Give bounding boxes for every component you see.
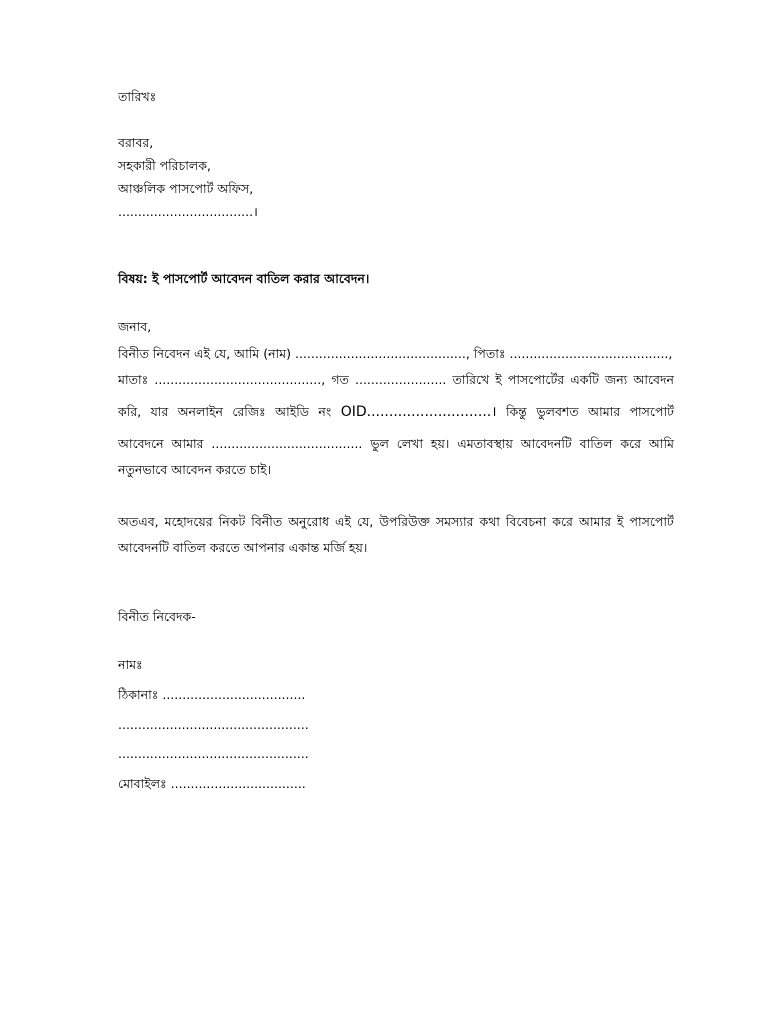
- oid-blank-field: OID............................।: [340, 404, 497, 420]
- body-paragraph-1-line-3: [118, 403, 674, 421]
- recipient-line-3: আঞ্চলিক পাসপোর্ট অফিস,: [118, 181, 254, 196]
- body-word: হয়।: [430, 436, 450, 451]
- body-word: আবেদনে: [118, 436, 164, 451]
- body-word: নিকট: [218, 514, 246, 529]
- recipient-line-2: সহকারী পরিচালক,: [118, 158, 211, 173]
- salutation: জনাব,: [118, 319, 152, 334]
- signature-address-line-2: ................................................: [118, 717, 309, 732]
- recipient-line-4: ..................................।: [118, 204, 258, 219]
- body-word: বিনীত নিবেদন এই যে, আমি (নাম) ..........................................., পিতাঃ ........................................,: [118, 346, 673, 361]
- body-word: অতএব,: [118, 514, 159, 529]
- body-word: কথা: [479, 514, 500, 529]
- body-paragraph-1-line-2: [118, 371, 674, 389]
- body-word: ই: [495, 372, 502, 387]
- body-word: করে: [552, 514, 573, 529]
- body-word: যে,: [357, 514, 374, 529]
- body-word: মাতাঃ: [118, 372, 149, 387]
- body-word: জন্য: [605, 372, 628, 387]
- body-word: পাসপোর্ট: [629, 404, 674, 419]
- body-word: বিবেচনা: [505, 514, 547, 529]
- blank-field: ..........................................,: [154, 372, 326, 387]
- recipient-line-1: বরাবর,: [118, 135, 154, 150]
- body-word: অনলাইন: [177, 404, 223, 419]
- body-word: করে: [620, 436, 641, 451]
- body-word: করি,: [118, 404, 142, 419]
- body-word: আবেদন: [633, 372, 674, 387]
- subject-line: বিষয়: ই পাসপোর্ট আবেদন বাতিল করার আবেদন।: [118, 271, 370, 286]
- body-word: ভুলবশত: [536, 404, 579, 419]
- signature-name-label: নামঃ: [118, 657, 143, 672]
- body-paragraph-2-line-1: [118, 513, 674, 531]
- body-word: সমস্যার: [435, 514, 474, 529]
- body-word: একটি: [570, 372, 599, 387]
- body-word: উপরিউক্ত: [379, 514, 430, 529]
- body-word: পাসপোর্টের: [507, 372, 565, 387]
- body-word: আমার: [588, 404, 621, 419]
- body-paragraph-1-line-5: নতুনভাবে আবেদন করতে চাই।: [118, 462, 272, 477]
- body-word: নং: [318, 404, 332, 419]
- body-word: আমার: [578, 514, 611, 529]
- body-word: যার: [150, 404, 169, 419]
- date-label: তারিখঃ: [118, 89, 157, 104]
- body-word: আমার: [171, 436, 204, 451]
- body-paragraph-1-line-1: [118, 345, 674, 363]
- blank-field: ......................................: [211, 436, 363, 451]
- body-word: রেজিঃ: [232, 404, 266, 419]
- closing-line: বিনীত নিবেদক-: [118, 609, 196, 624]
- body-word: আবেদনটি: [520, 436, 572, 451]
- body-paragraph-2-line-2: আবেদনটি বাতিল করতে আপনার একান্ত মর্জি হয়।: [118, 540, 368, 555]
- body-word: আমি: [648, 436, 674, 451]
- body-word: গত: [331, 372, 349, 387]
- body-word: কিন্তু: [505, 404, 527, 419]
- blank-field: .......................: [355, 372, 447, 387]
- body-word: আইডি: [275, 404, 309, 419]
- signature-address-line-1: ঠিকানাঃ ....................................: [118, 687, 306, 702]
- body-word: ভুল: [370, 436, 389, 451]
- signature-mobile-label: মোবাইলঃ ..................................: [118, 776, 306, 791]
- signature-address-line-3: ................................................: [118, 746, 309, 761]
- body-word: লেখা: [396, 436, 424, 451]
- body-word: অনুরোধ: [288, 514, 330, 529]
- body-paragraph-1-line-4: [118, 435, 674, 453]
- body-word: বাতিল: [579, 436, 613, 451]
- body-word: ই: [616, 514, 624, 529]
- body-word: তারিখে: [452, 372, 490, 387]
- body-word: এই: [335, 514, 352, 529]
- body-word: বিনীত: [251, 514, 283, 529]
- body-word: মহোদয়ের: [164, 514, 213, 529]
- body-word: এমতাবস্থায়: [457, 436, 513, 451]
- body-word: পাসপোর্ট: [629, 514, 674, 529]
